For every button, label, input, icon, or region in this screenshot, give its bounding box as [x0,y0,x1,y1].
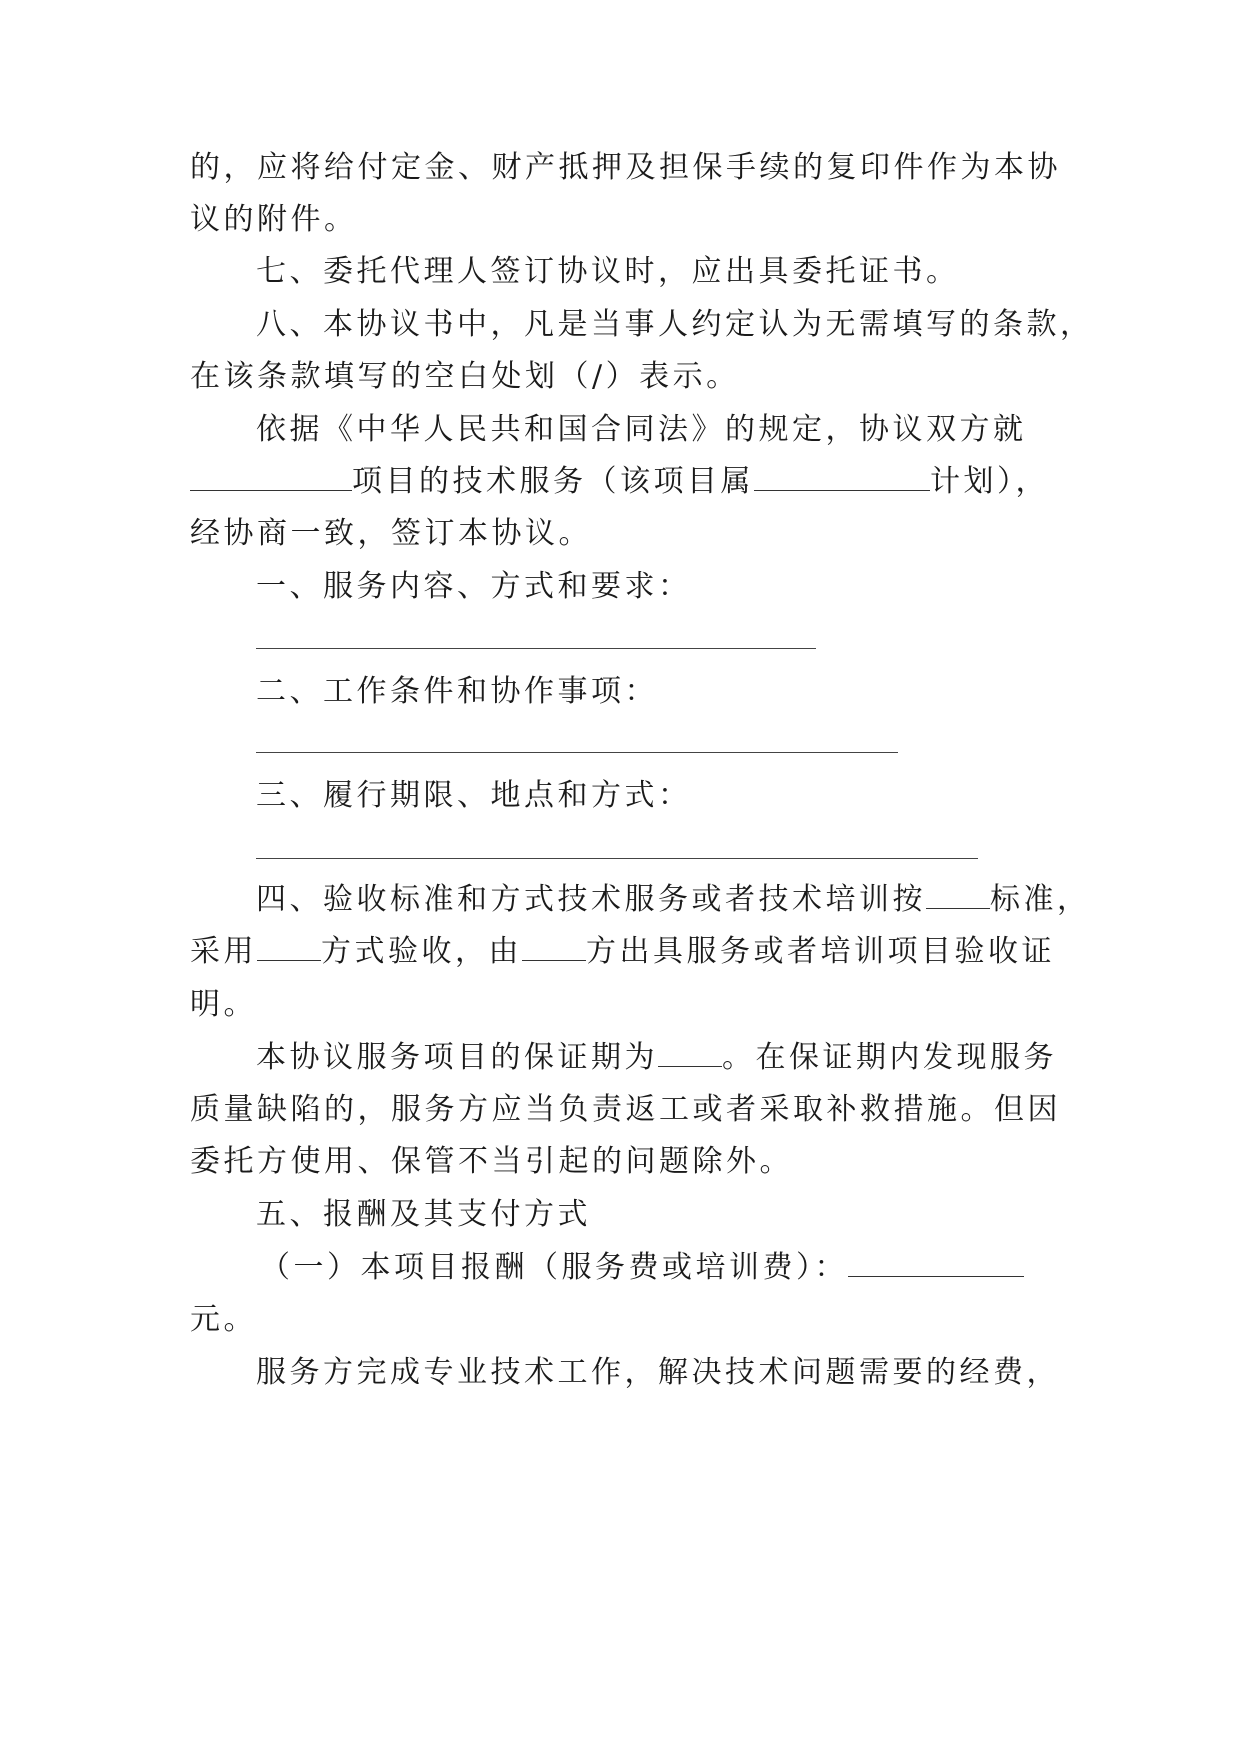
clause-eight-line-1: 八、本协议书中，凡是当事人约定认为无需填写的条款， [256,307,1094,342]
warranty-line-1 [256,1038,1136,1078]
section-three-fill-line[interactable] [256,858,978,859]
remuneration-text: （一）本项目报酬（服务费或培训费）： [260,1250,848,1285]
standard-blank[interactable] [926,882,990,909]
basis-line-2 [190,462,1070,502]
section-four-line-3: 明。 [190,987,257,1022]
warranty-line-1-text-b: 。在保证期内发现服务 [722,1040,1057,1075]
section-two-fill-line[interactable] [256,752,898,753]
expense-line-1: 服务方完成专业技术工作，解决技术问题需要的经费， [256,1355,1060,1390]
section-four-line-2-text-a: 采用 [190,934,257,969]
clause-seven: 七、委托代理人签订协议时，应出具委托证书。 [256,254,960,289]
paragraph-continued-line-1: 的，应将给付定金、财产抵押及担保手续的复印件作为本协 [190,150,1061,185]
section-four-line-1 [256,880,1136,920]
plan-name-blank[interactable] [754,464,930,491]
section-four-line-1-text-b: 标准， [990,882,1091,917]
basis-line-3: 经协商一致，签订本协议。 [190,516,592,551]
warranty-period-blank[interactable] [658,1040,722,1067]
remuneration-line [260,1248,1140,1288]
remuneration-unit: 元。 [190,1302,257,1337]
remuneration-amount-blank[interactable] [848,1250,1024,1277]
section-two-heading: 二、工作条件和协作事项： [256,674,658,709]
clause-eight-line-2: 在该条款填写的空白处划（/）表示。 [190,359,740,394]
section-four-line-2-text-c: 方出具服务或者培训项目验收证 [586,934,1055,969]
basis-line-1: 依据《中华人民共和国合同法》的规定，协议双方就 [256,412,1027,447]
paragraph-continued-line-2: 议的附件。 [190,202,358,237]
section-three-heading: 三、履行期限、地点和方式： [256,778,692,813]
section-four-line-2 [190,932,1070,972]
warranty-line-2: 质量缺陷的，服务方应当负责返工或者采取补救措施。但因 [190,1092,1061,1127]
section-four-line-1-text-a: 四、验收标准和方式技术服务或者技术培训按 [256,882,926,917]
party-blank[interactable] [522,934,586,961]
warranty-line-1-text-a: 本协议服务项目的保证期为 [256,1040,658,1075]
method-blank[interactable] [257,934,321,961]
basis-line-2-text-a: 项目的技术服务（该项目属 [352,464,754,499]
warranty-line-3: 委托方使用、保管不当引起的问题除外。 [190,1144,793,1179]
project-name-blank[interactable] [190,464,352,491]
section-one-heading: 一、服务内容、方式和要求： [256,569,692,604]
basis-line-2-text-b: 计划）， [930,464,1049,499]
section-one-fill-line[interactable] [256,648,816,649]
section-four-line-2-text-b: 方式验收，由 [321,934,522,969]
section-five-heading: 五、报酬及其支付方式 [256,1197,591,1232]
